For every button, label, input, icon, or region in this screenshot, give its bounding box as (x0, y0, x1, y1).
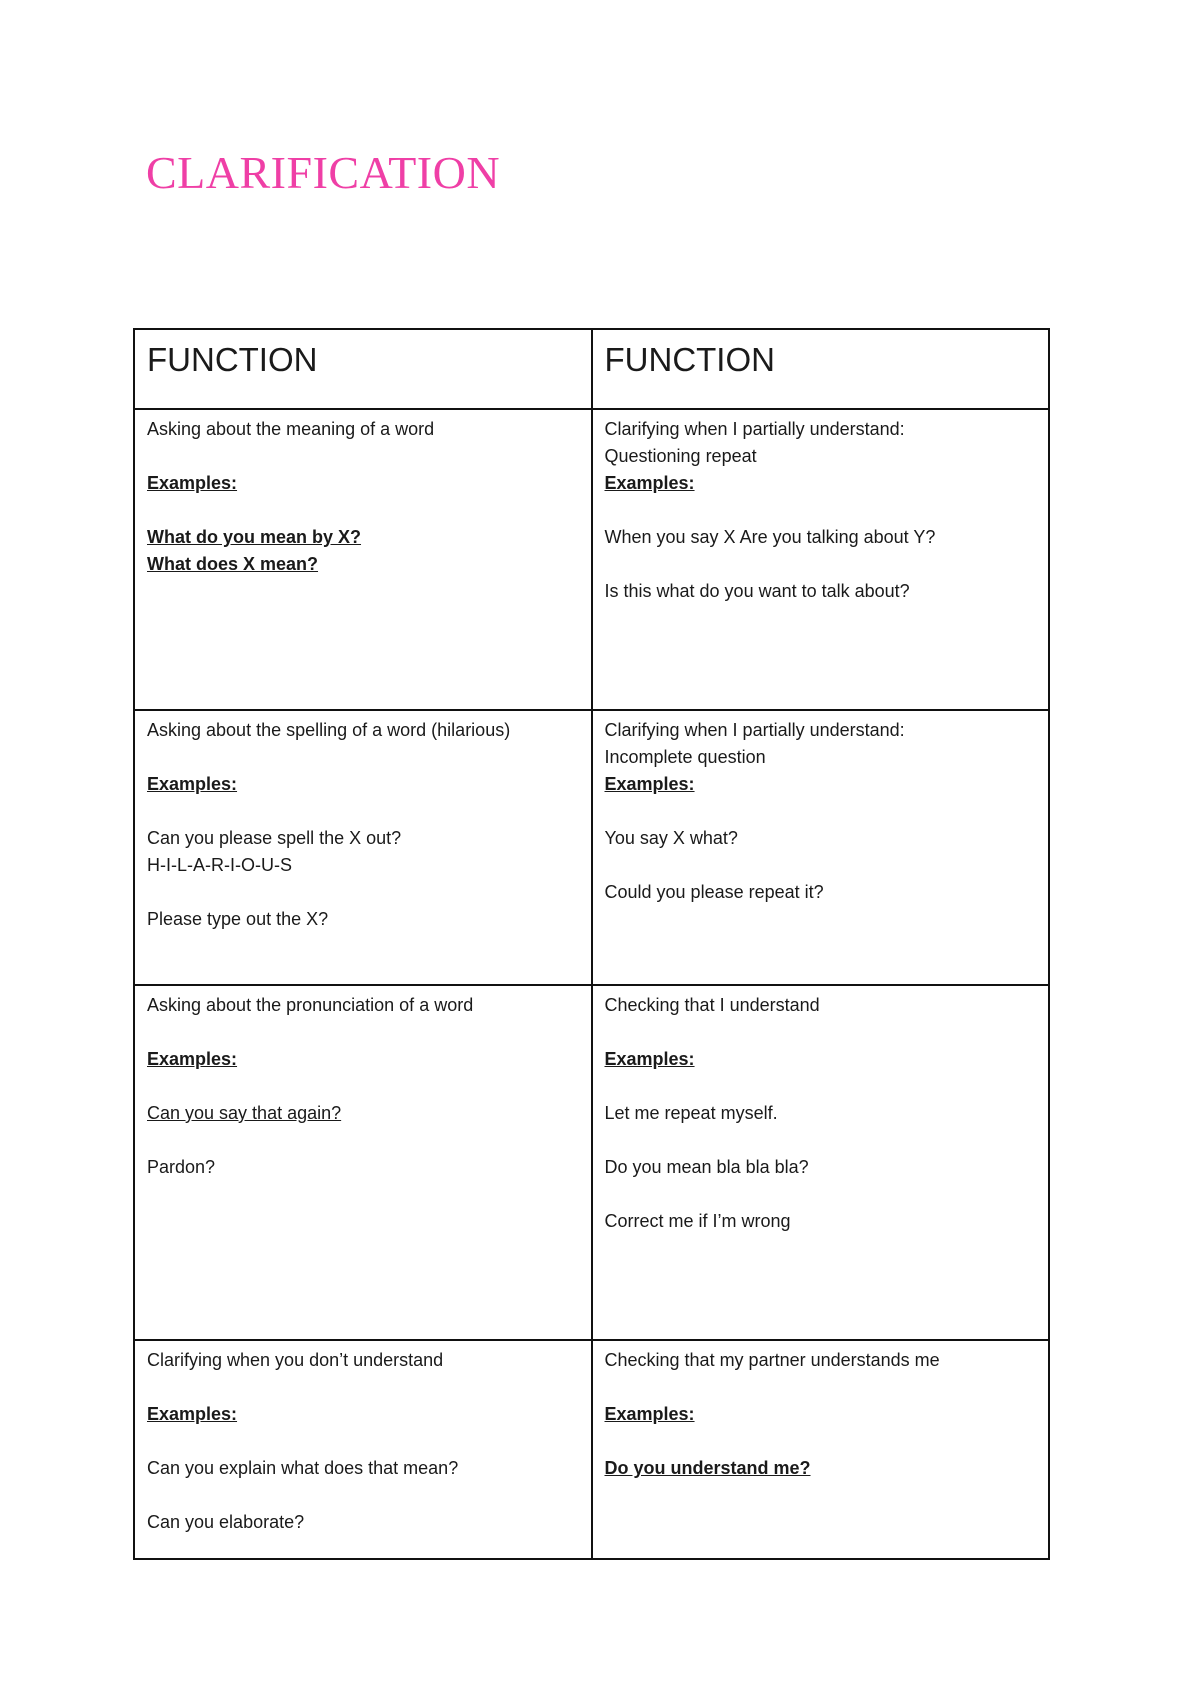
example-text: What does X mean? (147, 554, 319, 574)
table-row (134, 409, 1049, 710)
function-text: Asking about the spelling of a word (hilarious) (147, 720, 511, 740)
examples-label: Examples: (147, 774, 238, 794)
cell-partner-understands (592, 1340, 1050, 1559)
table-row (134, 710, 1049, 985)
function-text: Asking about the pronunciation of a word (147, 995, 474, 1015)
cell-spelling (134, 710, 592, 985)
clarification-table (133, 328, 1050, 1560)
example-text: H-I-L-A-R-I-O-U-S (147, 855, 292, 875)
example-text: Correct me if I’m wrong (604, 1211, 791, 1231)
examples-label: Examples: (147, 1049, 238, 1069)
examples-label: Examples: (604, 1049, 695, 1069)
example-text: What do you mean by X? (147, 527, 362, 547)
example-text: Is this what do you want to talk about? (604, 581, 910, 601)
function-subtext: Incomplete question (604, 747, 766, 767)
table-row (134, 985, 1049, 1340)
examples-label: Examples: (147, 1404, 238, 1424)
header-cell-left: FUNCTION (134, 329, 592, 409)
example-text: Pardon? (147, 1157, 216, 1177)
function-text: Checking that my partner understands me (604, 1350, 940, 1370)
function-subtext: Questioning repeat (604, 446, 757, 466)
examples-label: Examples: (604, 473, 695, 493)
function-text: Checking that I understand (604, 995, 820, 1015)
cell-checking-i-understand (592, 985, 1050, 1340)
cell-questioning-repeat (592, 409, 1050, 710)
cell-meaning (134, 409, 592, 710)
examples-label: Examples: (147, 473, 238, 493)
example-text: Do you mean bla bla bla? (604, 1157, 809, 1177)
example-text: Can you elaborate? (147, 1512, 305, 1532)
example-text: Can you please spell the X out? (147, 828, 402, 848)
function-text: Clarifying when I partially understand: (604, 720, 905, 740)
cell-pronunciation (134, 985, 592, 1340)
table-row (134, 1340, 1049, 1559)
example-text: Please type out the X? (147, 909, 329, 929)
example-text: You say X what? (604, 828, 738, 848)
example-text: Do you understand me? (604, 1458, 811, 1478)
example-text: Can you explain what does that mean? (147, 1458, 459, 1478)
cell-dont-understand (134, 1340, 592, 1559)
header-cell-right: FUNCTION (592, 329, 1050, 409)
example-text: When you say X Are you talking about Y? (604, 527, 936, 547)
page-title: CLARIFICATION (146, 147, 501, 198)
function-text: Clarifying when you don’t understand (147, 1350, 444, 1370)
example-text: Could you please repeat it? (604, 882, 824, 902)
function-text: Asking about the meaning of a word (147, 419, 435, 439)
example-text: Can you say that again? (147, 1103, 342, 1123)
example-text: Let me repeat myself. (604, 1103, 778, 1123)
examples-label: Examples: (604, 774, 695, 794)
function-text: Clarifying when I partially understand: (604, 419, 905, 439)
cell-incomplete-question (592, 710, 1050, 985)
table-header-row (134, 329, 1049, 409)
examples-label: Examples: (604, 1404, 695, 1424)
